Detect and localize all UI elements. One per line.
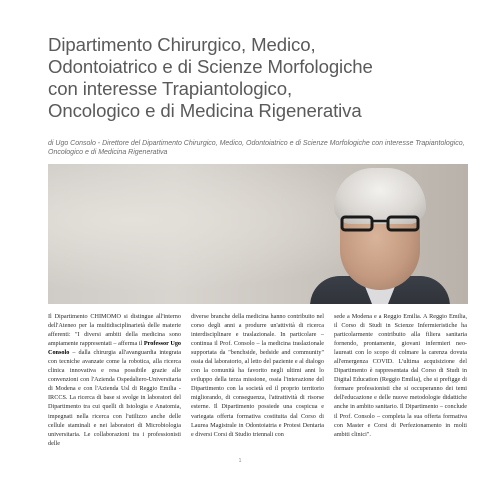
title-line: Odontoiatrico e di Scienze Morfologiche [48,56,373,77]
author-name: Professor Ugo Consolo [48,340,182,357]
article-title [48,34,468,122]
body-column-2 [191,312,324,448]
body-text: diverse branche della medicina hanno contribuito nel corso degli anni a produrre un'attività di ricerca interdisciplinare e traslazionale. In particolare – continua il Prof. Consolo – la medicina traslazionale supportata da "benchside, bedside and community" ossia dal laboratorio, al letto del paziente e al dialogo con la comunità ha favorito negli ultimi anni lo sviluppo della terza missione, ossia l'interazione del Dipartimento con la società ed il proprio territorio migliorando, di conseguenza, l'attrattività di risorse esterne. Il Dipartimento possiede una cospicua e variegata offerta formativa costituita dal Corso di Laurea Magistrale in Odontoiatria e Protesi Dentaria e diversi Corsi di Studio triennali con [191,313,324,438]
body-text: – dalla chirurgia all'avanguardia integrata con tecniche avanzate come la robotica, alla ricerca clinica innovativa e resa possibile grazie alle convenzioni con l'Azienda Ospedaliero-Universitaria di Modena e con l'Azienda Usl di Reggio Emilia -IRCCS. La ricerca di base si svolge in laboratori del Dipartimento tra cui quelli di Istologia e Anatomia, impegnati nella ricerca con l'utilizzo anche delle cellule staminali e nei laboratori di Microbiologia universitaria. Le collaborazioni tra i professionisti delle [48,349,181,447]
photo-glasses [336,214,424,232]
title-line: con interesse Trapiantologico, [48,78,293,99]
title-line: Oncologico e di Medicina Rigenerativa [48,100,362,121]
body-column-1 [48,312,181,448]
page-number: 1 [238,458,242,464]
article-byline: di Ugo Consolo - Direttore del Dipartimento Chirurgico, Medico, Odontoiatrico e di Scienze Morfologiche con interesse Trapiantologico, Oncologico e di Medicina Rigenerativa [48,140,465,156]
body-text: sede a Modena e a Reggio Emilia. A Reggio Emilia, il Corso di Studi in Scienze Infermieristiche ha particolarmente contribuito alla filiera sanitaria fornendo, prontamente, giovani infermieri neo-laureati con lo scopo di colmare la carenza dovuta all'emergenza COVID. L'ultima acquisizione del Dipartimento è rappresentata dal Corso di Studi in Digital Education (Reggio Emilia), che si prefigge di formare professionisti che si occuperanno dei temi dell'educazione e delle nuove metodologie didattiche anche in ambito sanitario. Il Dipartimento – conclude il Prof. Consolo – completa la sua offerta formativa con Master e Corsi di Perfezionamento in molti ambiti clinici". [334,313,467,438]
body-text: Il Dipartimento CHIMOMO si distingue all'interno dell'Ateneo per la multidisciplinarietà delle materie afferenti: "I diversi ambiti della medicina sono ampiamente rappresentati – afferma il [48,313,181,348]
body-column-3 [334,312,467,448]
article-body [48,312,468,448]
author-photo [48,164,468,304]
title-line: Dipartimento Chirurgico, Medico, [48,34,316,55]
